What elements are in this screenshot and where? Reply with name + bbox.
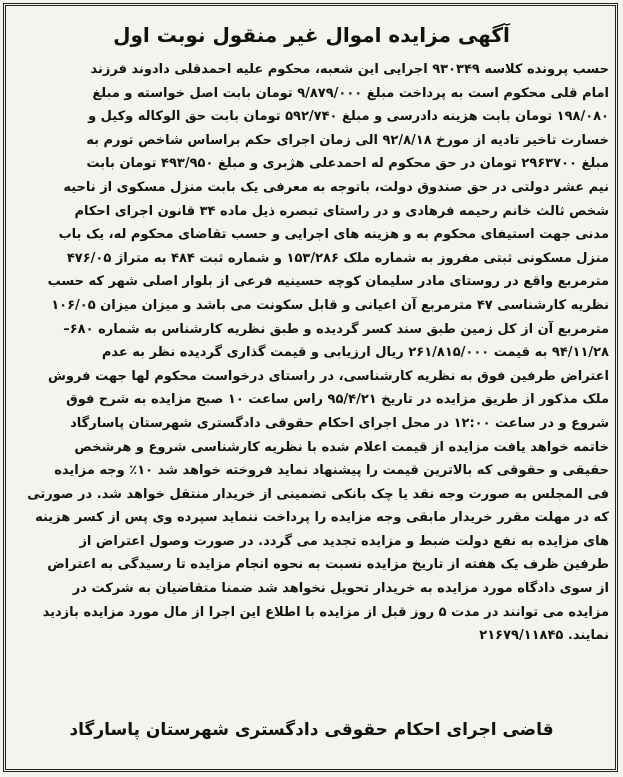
body-line: مترمربع آن از کل زمین طبق سند کسر گردیده و طبق نظریه کارشناس به شماره ۶۸۰– [63,321,609,337]
body-line: مترمربع واقع در روستای مادر سلیمان کوچه حسینیه فرعی از بلوار اصلی شهر که حسب [47,274,609,290]
body-line: ملک مذکور از طریق مزایده در تاریخ ۹۵/۴/۲۱ راس ساعت ۱۰ صبح مزایده به شرح فوق [66,392,609,408]
body-line: حسب پرونده کلاسه ۹۳۰۳۴۹ اجرایی این شعبه، محکوم علیه احمدقلی دادوند فرزند [90,62,609,77]
signature-line: قاضی اجرای احکام حقوقی دادگستری شهرستان پاسارگاد [69,720,554,740]
notice-title: آگهی مزایده اموال غیر منقول نوبت اول [113,23,510,47]
notice-body [13,58,609,648]
body-line: ۱۹۸/۰۸۰ تومان بابت هزینه دادرسی و مبلغ ۵۹۲/۷۴۰ تومان بابت حق الوکاله وکیل و [88,109,609,125]
body-line: نمایند. ۲۱۶۷۹/۱۱۸۴۵ [479,628,609,644]
body-line: طرفین ظرف یک هفته از تاریخ مزایده نسبت به نحوه انجام مزایده تا رسیدگی به اعتراض [47,557,609,573]
body-line: خاتمه خواهد یافت مزایده از قیمت اعلام شده با نظریه کارشناسی شروع و هرشخص [74,439,609,455]
body-line: خسارت تاخیر تادیه از مورخ ۹۲/۸/۱۸ الی زمان اجرای حکم براساس شاخص تورم به [86,132,609,148]
body-line: شروع و در ساعت ۱۲:۰۰ در محل اجرای احکام حقوقی دادگستری شهرستان پاسارگاد [70,415,609,431]
body-line: منزل مسکونی ثبتی مفروز به شماره ملک ۱۵۳/۲۸۶ و شماره ثبت ۴۸۴ به متراژ ۴۷۶/۰۵ [66,250,609,266]
body-line: حقیقی و حقوقی که بالاترین قیمت را پیشنهاد نماید فروخته خواهد شد ۱۰٪ وجه مزایده [54,463,609,479]
body-line: اعتراض طرفین فوق به نظریه کارشناسی، در راستای درخواست محکوم لها جهت فروش [47,368,609,384]
body-line: های مزایده به نفع دولت ضبط و مزایده تجدید می گردد. در صورت وصول اعتراض از [79,533,609,549]
body-line: شخص ثالث خانم رحیمه فرهادی و در راستای تبصره ذیل ماده ۳۴ قانون اجرای احکام [74,203,609,219]
body-line: مدنی جهت استیفای محکوم به و هزینه های اجرایی و حسب تقاضای محکوم له، یک باب [58,227,609,243]
body-line: امام قلی محکوم است به پرداخت مبلغ ۹/۸۷۹/۰۰۰ تومان بابت اصل خواسته و مبلغ [92,85,609,101]
body-line: از سوی دادگاه مورد مزایده به خریدار تحویل نخواهد شد ضمنا متقاضیان به شرکت در [72,581,609,597]
body-line: ۹۴/۱۱/۲۸ به قیمت ۲۶۱/۸۱۵/۰۰۰ ریال ارزیابی و قیمت گذاری گردیده نظر به عدم [101,345,609,361]
body-line: مزایده می توانند در مدت ۵ روز قبل از مزایده با اطلاع این اجرا از مال مورد مزایده بازدید [42,604,609,620]
body-line: نظریه کارشناسی ۴۷ مترمربع آن اعیانی و قابل سکونت می باشد و میزان میزان ۱۰۶/۰۵ [51,297,609,313]
body-line: که در مهلت مقرر خریدار مابقی وجه مزایده را پرداخت ننماید سپرده وی پس از کسر هزینه [35,510,609,526]
body-line: مبلغ ۲۹۶۳۷۰۰ تومان در حق محکوم له احمدعلی هژبری و مبلغ ۴۹۳/۹۵۰ تومان بابت [86,156,609,172]
body-line: نیم عشر دولتی در حق صندوق دولت، باتوجه به معرفی یک بابت منزل مسکوی از ناحیه [63,179,609,195]
body-line: فی المجلس به صورت وجه نقد یا چک بانکی تضمینی از خریدار منتقل خواهد شد. در صورتی [27,486,609,502]
